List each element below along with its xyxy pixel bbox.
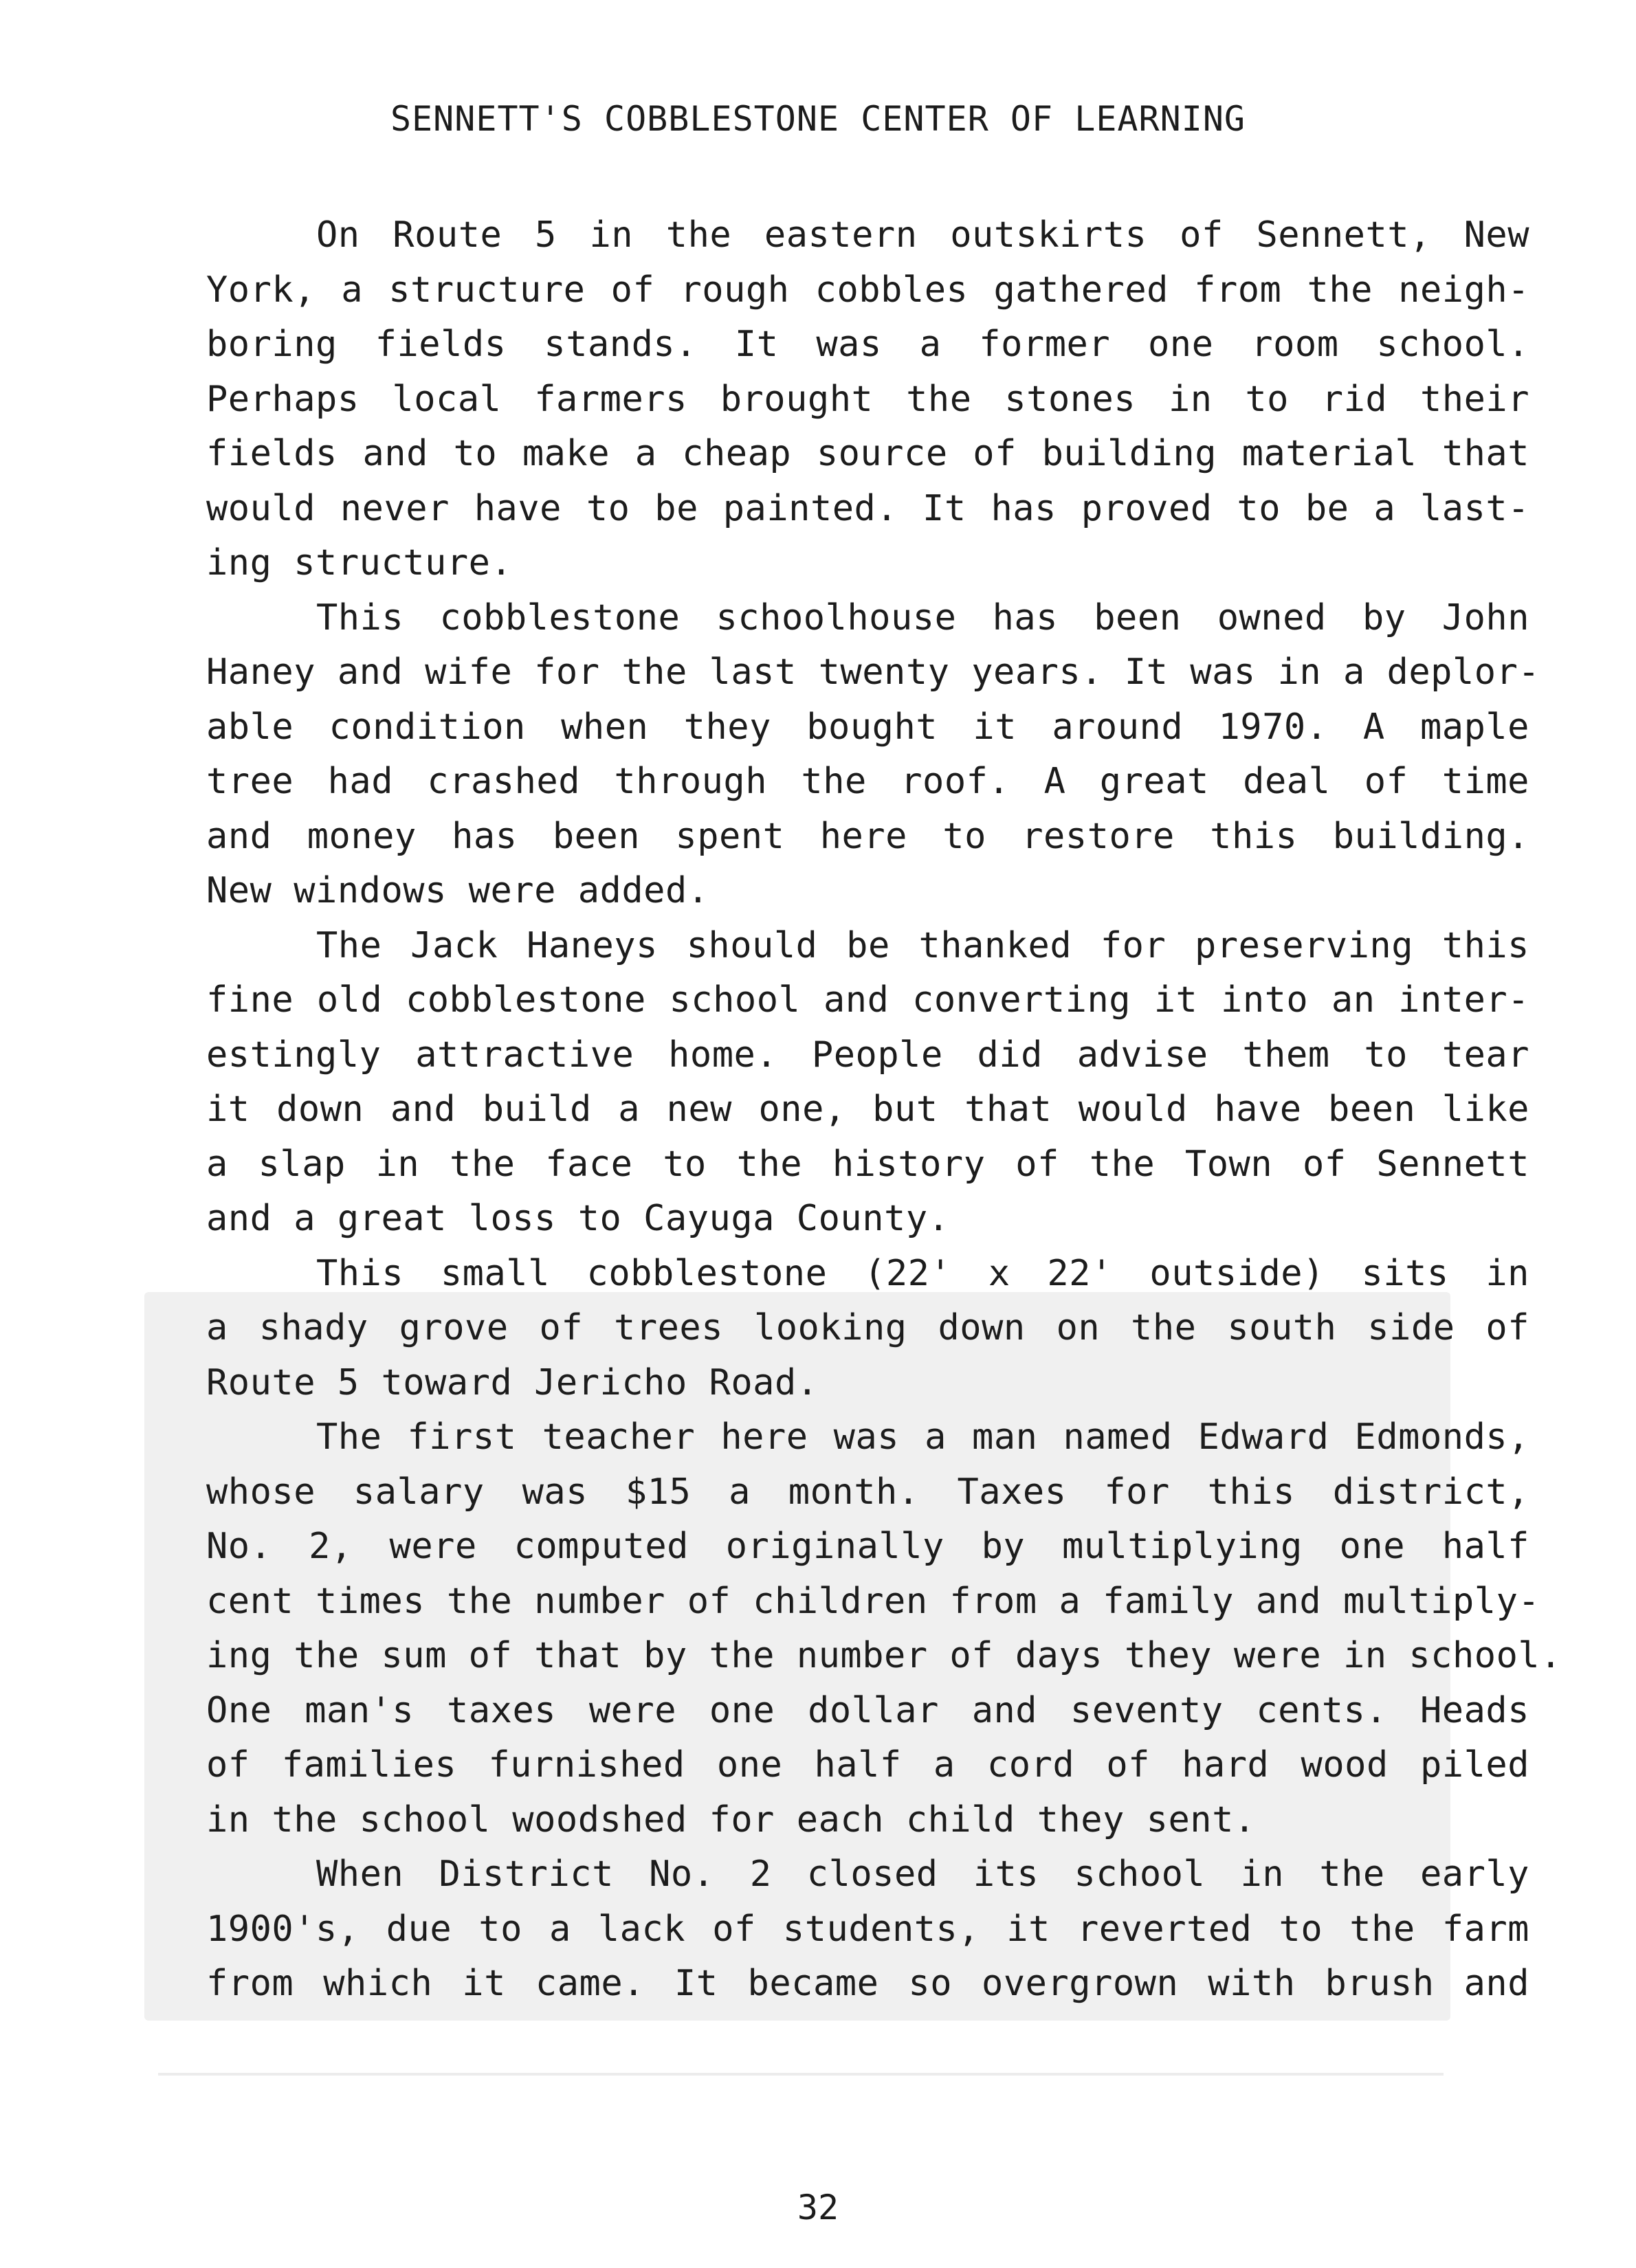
text-line: On Route 5 in the eastern outskirts of Sennett, New — [316, 214, 1529, 256]
text-line: ing structure. — [206, 542, 513, 583]
text-line: cent times the number of children from a family and multiply- — [206, 1580, 1540, 1622]
text-line: No. 2, were computed originally by multiplying one half — [206, 1526, 1529, 1567]
text-line: fields and to make a cheap source of building material that — [206, 433, 1529, 474]
text-line: and money has been spent here to restore this building. — [206, 815, 1529, 857]
text-line: When District No. 2 closed its school in the early — [316, 1854, 1529, 1895]
text-line: The Jack Haneys should be thanked for preserving this — [316, 924, 1529, 966]
text-line: a shady grove of trees looking down on the south side of — [206, 1307, 1529, 1348]
text-line: York, a structure of rough cobbles gathered from the neigh- — [206, 269, 1529, 311]
text-line: boring fields stands. It was a former one room school. — [206, 324, 1529, 365]
text-line: tree had crashed through the roof. A great deal of time — [206, 761, 1529, 802]
text-line: would never have to be painted. It has proved to be a last- — [206, 487, 1529, 529]
text-line: from which it came. It became so overgrown with brush and — [206, 1963, 1529, 2004]
body-text — [206, 208, 1562, 2012]
bleed-through-line — [158, 2073, 1444, 2076]
text-line: fine old cobblestone school and converting it into an inter- — [206, 979, 1529, 1021]
text-line: This small cobblestone (22' x 22' outside) sits in — [316, 1252, 1529, 1294]
text-line: 1900's, due to a lack of students, it reverted to the farm — [206, 1908, 1529, 1950]
text-line: Route 5 toward Jericho Road. — [206, 1361, 819, 1403]
text-line: New windows were added. — [206, 870, 709, 911]
text-line: ing the sum of that by the number of days they were in school. — [206, 1635, 1562, 1676]
text-line: a slap in the face to the history of the Town of Sennett — [206, 1143, 1529, 1185]
text-line: of families furnished one half a cord of hard wood piled — [206, 1744, 1529, 1786]
text-line: and a great loss to Cayuga County. — [206, 1198, 950, 1239]
text-line: This cobblestone schoolhouse has been owned by John — [316, 597, 1529, 638]
text-line: The first teacher here was a man named Edward Edmonds, — [316, 1416, 1529, 1458]
page-title: SENNETT'S COBBLESTONE CENTER OF LEARNING — [390, 99, 1246, 139]
text-line: estingly attractive home. People did advise them to tear — [206, 1034, 1529, 1076]
text-line: One man's taxes were one dollar and seventy cents. Heads — [206, 1689, 1529, 1731]
text-line: whose salary was $15 a month. Taxes for this district, — [206, 1471, 1529, 1513]
text-line: it down and build a new one, but that would have been like — [206, 1089, 1529, 1130]
text-line: in the school woodshed for each child they sent. — [206, 1799, 1256, 1841]
text-line: Haney and wife for the last twenty years. It was in a deplor- — [206, 652, 1540, 693]
text-line: Perhaps local farmers brought the stones in to rid their — [206, 378, 1529, 420]
page-number: 32 — [797, 2188, 839, 2227]
text-line: able condition when they bought it around 1970. A maple — [206, 706, 1529, 748]
